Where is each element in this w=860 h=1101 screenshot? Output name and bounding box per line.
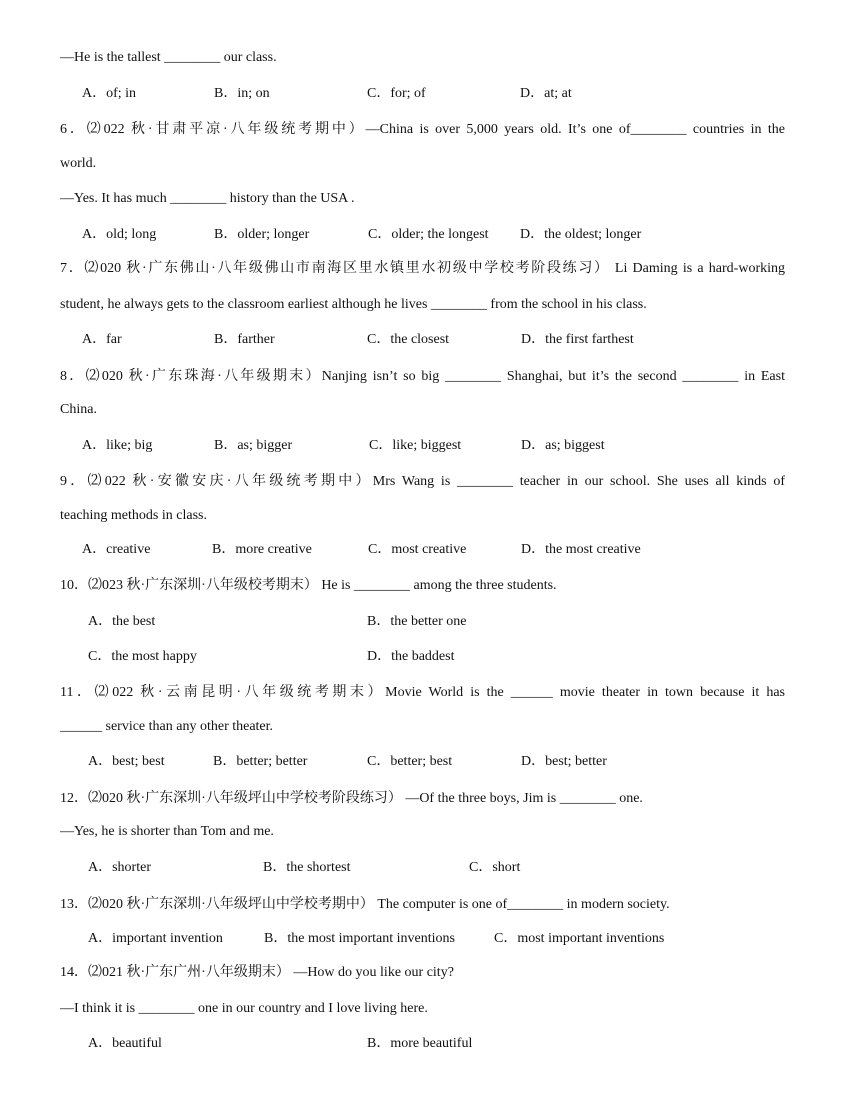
- q11-option-c[interactable]: C．better; best: [367, 754, 453, 769]
- q13-line1: 13．⑵020 秋·广东深圳·八年级坪山中学校考期中） The computer is one of________ in modern society.: [60, 897, 670, 912]
- q10-line1: 10．⑵023 秋·广东深圳·八年级校考期末） He is ________ among the three students.: [60, 578, 557, 593]
- q8-option-d[interactable]: D．as; biggest: [521, 438, 605, 453]
- q7-option-b[interactable]: B．farther: [214, 332, 275, 347]
- q11-line1: 11．⑵022 秋·云南昆明·八年级统考期末）Movie World is the ______ movie theater in town because it has: [60, 685, 785, 700]
- q5-line2: —He is the tallest ________ our class.: [60, 50, 277, 65]
- q8-line1: 8．⑵020 秋·广东珠海·八年级期末）Nanjing isn’t so big ________ Shanghai, but it’s the second ________ in East: [60, 369, 785, 384]
- q11-option-d[interactable]: D．best; better: [521, 754, 607, 769]
- q5-option-b[interactable]: B．in; on: [214, 86, 270, 101]
- q12-option-a[interactable]: A．shorter: [88, 860, 151, 875]
- q9-option-a[interactable]: A．creative: [82, 542, 151, 557]
- q8-option-a[interactable]: A．like; big: [82, 438, 153, 453]
- q5-option-c[interactable]: C．for; of: [367, 86, 426, 101]
- q7-option-d[interactable]: D．the first farthest: [521, 332, 634, 347]
- q9-option-d[interactable]: D．the most creative: [521, 542, 641, 557]
- q10-option-c[interactable]: C．the most happy: [88, 649, 197, 664]
- q6-line1b: world.: [60, 156, 97, 171]
- q9-option-b[interactable]: B．more creative: [212, 542, 312, 557]
- q12-line1: 12．⑵020 秋·广东深圳·八年级坪山中学校考阶段练习） —Of the three boys, Jim is ________ one.: [60, 791, 643, 806]
- q5-option-d[interactable]: D．at; at: [520, 86, 572, 101]
- q5-option-a[interactable]: A．of; in: [82, 86, 137, 101]
- q12-option-b[interactable]: B．the shortest: [263, 860, 351, 875]
- q10-option-a[interactable]: A．the best: [88, 614, 156, 629]
- q10-option-b[interactable]: B．the better one: [367, 614, 467, 629]
- q8-option-c[interactable]: C．like; biggest: [369, 438, 462, 453]
- q6-option-d[interactable]: D．the oldest; longer: [520, 227, 642, 242]
- q9-line1: 9．⑵022 秋·安徽安庆·八年级统考期中）Mrs Wang is ________ teacher in our school. She uses all kinds of: [60, 474, 785, 489]
- q14-line2: —I think it is ________ one in our country and I love living here.: [60, 1001, 428, 1016]
- q9-line1b: teaching methods in class.: [60, 508, 207, 523]
- q12-line2: —Yes, he is shorter than Tom and me.: [60, 824, 274, 839]
- q13-option-a[interactable]: A．important invention: [88, 931, 223, 946]
- q7-option-a[interactable]: A．far: [82, 332, 122, 347]
- q7-option-c[interactable]: C．the closest: [367, 332, 450, 347]
- q6-option-c[interactable]: C．older; the longest: [368, 227, 489, 242]
- q7-line1: 7．⑵020 秋·广东佛山·八年级佛山市南海区里水镇里水初级中学校考阶段练习） Li Daming is a hard-working: [60, 261, 785, 276]
- q11-option-b[interactable]: B．better; better: [213, 754, 308, 769]
- q14-line1: 14．⑵021 秋·广东广州·八年级期末） —How do you like our city?: [60, 965, 454, 980]
- q10-option-d[interactable]: D．the baddest: [367, 649, 455, 664]
- q6-option-b[interactable]: B．older; longer: [214, 227, 310, 242]
- q8-option-b[interactable]: B．as; bigger: [214, 438, 293, 453]
- q8-line1b: China.: [60, 402, 97, 417]
- q12-option-c[interactable]: C．short: [469, 860, 521, 875]
- q6-line1: 6．⑵022 秋·甘肃平凉·八年级统考期中）—China is over 5,000 years old. It’s one of________ countries in the: [60, 122, 785, 137]
- q14-option-a[interactable]: A．beautiful: [88, 1036, 162, 1051]
- q6-option-a[interactable]: A．old; long: [82, 227, 157, 242]
- q13-option-b[interactable]: B．the most important inventions: [264, 931, 455, 946]
- q11-option-a[interactable]: A．best; best: [88, 754, 165, 769]
- q9-option-c[interactable]: C．most creative: [368, 542, 467, 557]
- q11-line1b: ______ service than any other theater.: [60, 719, 274, 734]
- q6-line2: —Yes. It has much ________ history than the USA .: [60, 191, 355, 206]
- q14-option-b[interactable]: B．more beautiful: [367, 1036, 473, 1051]
- q7-line1b: student, he always gets to the classroom earliest although he lives ________ from the school in his class.: [60, 297, 647, 312]
- q13-option-c[interactable]: C．most important inventions: [494, 931, 665, 946]
